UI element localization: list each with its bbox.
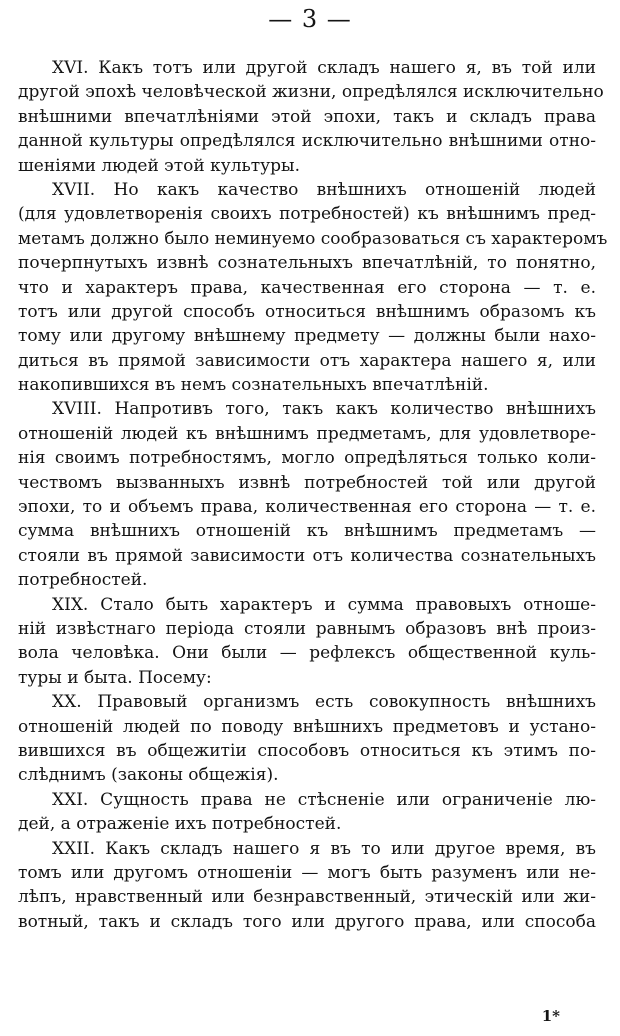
text-line: слѣднимъ (законы общежія). <box>18 765 279 786</box>
text-line: стояли въ прямой зависимости отъ количества сознательныхъ <box>18 545 596 566</box>
text-line: нія своимъ потребностямъ, могло опредѣляться только коли- <box>18 448 596 469</box>
text-line: сумма внѣшнихъ отношеній къ внѣшнимъ предметамъ — <box>18 521 596 542</box>
text-line: внѣшними впечатлѣніями этой эпохи, такъ и складъ права <box>18 106 596 127</box>
text-line: другой эпохѣ человѣческой жизни, опредѣлялся исключительно <box>18 82 604 103</box>
text-line: XXI. Сущность права не стѣсненіе или ограниченіе лю- <box>52 789 596 810</box>
text-line: накопившихся въ немъ сознательныхъ впечатлѣній. <box>18 375 489 396</box>
paragraph-xvii <box>18 178 608 398</box>
paragraph-xxii <box>18 837 596 935</box>
text-line: дей, а отраженіе ихъ потребностей. <box>18 814 342 835</box>
text-line: чествомъ вызванныхъ извнѣ потребностей той или другой <box>18 472 596 493</box>
text-line: потребностей. <box>18 570 148 591</box>
text-line: метамъ должно было неминуемо сообразоваться съ характеромъ <box>18 228 608 249</box>
text-line: что и характеръ права, качественная его сторона — т. е. <box>18 277 596 298</box>
paragraph-xvi <box>18 56 604 178</box>
paragraph-xviii <box>18 397 596 592</box>
paragraph-xix <box>18 593 596 691</box>
signature-mark: 1* <box>541 1007 560 1025</box>
text-line: XVII. Но какъ качество внѣшнихъ отношеній людей <box>52 179 596 200</box>
text-line: вотный, такъ и складъ того или другого права, или способа <box>18 911 596 932</box>
text-line: XX. Правовый организмъ есть совокупность внѣшнихъ <box>52 692 596 713</box>
page-number: — 3 — <box>268 5 352 33</box>
text-line: XVI. Какъ тотъ или другой складъ нашего я, въ той или <box>52 58 596 78</box>
text-line: (для удовлетворенія своихъ потребностей) къ внѣшнимъ пред- <box>18 204 596 225</box>
text-line: отношеній людей къ внѣшнимъ предметамъ, для удовлетворе- <box>18 423 596 444</box>
text-line: томъ или другомъ отношеніи — могъ быть разуменъ или не- <box>18 862 596 883</box>
paragraph-xx <box>18 690 596 788</box>
text-line: ній извѣстнаго періода стояли равнымъ образовъ внѣ произ- <box>18 618 596 639</box>
text-line: вола человѣка. Они были — рефлексъ общественной куль- <box>18 643 596 664</box>
text-line: вившихся въ общежитіи способовъ относиться къ этимъ по- <box>18 740 596 761</box>
text-line: туры и быта. Посему: <box>18 667 212 688</box>
text-line: XIX. Стало быть характеръ и сумма правовыхъ отноше- <box>52 594 596 615</box>
text-line: XVIII. Напротивъ того, такъ какъ количество внѣшнихъ <box>52 399 596 420</box>
text-line: отношеній людей по поводу внѣшнихъ предметовъ и устано- <box>18 716 596 737</box>
text-line: эпохи, то и объемъ права, количественная его сторона — т. е. <box>18 497 596 518</box>
text-line: диться въ прямой зависимости отъ характера нашего я, или <box>18 350 596 371</box>
text-line: шеніями людей этой культуры. <box>18 155 300 176</box>
text-line: лѣпъ, нравственный или безнравственный, этическій или жи- <box>18 887 596 908</box>
text-line: тотъ или другой способъ относиться внѣшнимъ образомъ къ <box>18 301 596 322</box>
paragraph-xxi <box>18 788 596 837</box>
text-body <box>18 56 608 934</box>
text-line: XXII. Какъ складъ нашего я въ то или другое время, въ <box>52 838 596 859</box>
text-line: тому или другому внѣшнему предмету — должны были нахо- <box>18 326 596 347</box>
text-line: данной культуры опредѣлялся исключительно внѣшними отно- <box>18 131 596 152</box>
text-line: почерпнутыхъ извнѣ сознательныхъ впечатлѣній, то понятно, <box>18 253 596 274</box>
